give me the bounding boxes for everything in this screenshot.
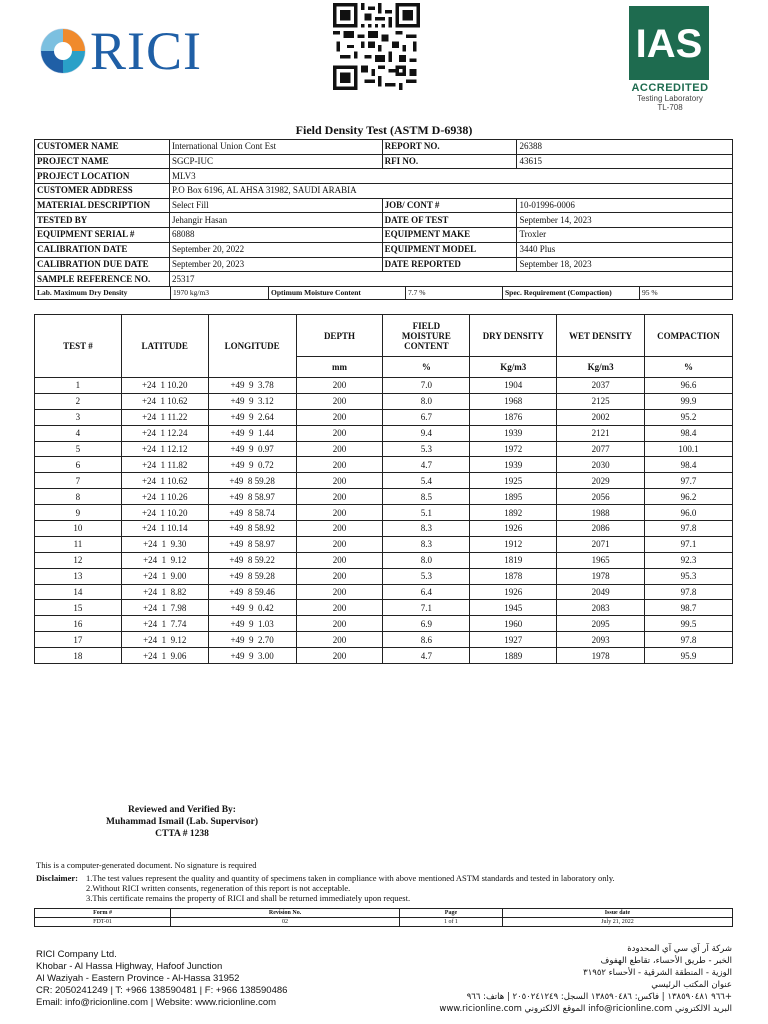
table-row [35,632,733,648]
cell-longitude: +49 9 3.00 [208,648,296,664]
footer-english [36,949,287,1009]
tested-by-value: Jehangir Hasan [169,213,382,228]
cell-latitude: +24 1 10.62 [121,473,208,489]
table-row [35,457,733,473]
form-info-table [34,908,733,927]
cell-depth: 200 [296,568,383,584]
cell-depth: 200 [296,425,383,441]
calibration-due-value: September 20, 2023 [169,257,382,272]
disclaimer-line: 2.Without RICI written consents, regeneration of this report is not acceptable. [86,883,351,893]
cell-test-no: 16 [35,616,122,632]
cell-compaction: 92.3 [645,552,733,568]
material-description-value: Select Fill [169,198,382,213]
ias-accreditation-badge [629,6,711,116]
footer-ar-line: شركة آر آي سي آي المحدودة [627,944,732,954]
reviewer-ctta: CTTA # 1238 [155,829,209,839]
cell-dry-density: 1878 [470,568,557,584]
cell-depth: 200 [296,616,383,632]
cell-wet-density: 1988 [557,505,645,521]
cell-test-no: 17 [35,632,122,648]
cell-longitude: +49 9 1.03 [208,616,296,632]
ias-lab-code: TL-708 [657,103,683,112]
cell-longitude: +49 8 58.92 [208,521,296,537]
col-test-header: TEST # [35,315,122,378]
density-spec-row [35,287,732,299]
cell-compaction: 99.9 [645,393,733,409]
cell-longitude: +49 9 2.70 [208,632,296,648]
cell-moisture: 6.7 [383,409,470,425]
job-cont-label: JOB/ CONT # [382,198,517,213]
equipment-serial-value: 68088 [169,228,382,243]
cell-dry-density: 1926 [470,521,557,537]
cell-longitude: +49 8 58.97 [208,489,296,505]
cell-moisture: 4.7 [383,457,470,473]
sample-ref-value: 25317 [169,272,732,287]
cell-compaction: 96.0 [645,505,733,521]
table-row [35,489,733,505]
cell-wet-density: 2083 [557,600,645,616]
cell-moisture: 5.4 [383,473,470,489]
col-compaction-header: COMPACTION [645,315,733,357]
results-body [35,378,733,664]
cell-depth: 200 [296,473,383,489]
qr-code-icon [331,3,422,90]
cell-moisture: 7.1 [383,600,470,616]
cell-wet-density: 2049 [557,584,645,600]
table-row [35,568,733,584]
cell-compaction: 98.4 [645,425,733,441]
cell-test-no: 8 [35,489,122,505]
cell-moisture: 6.9 [383,616,470,632]
results-table [34,314,733,664]
cell-longitude: +49 8 59.22 [208,552,296,568]
computer-generated-note: This is a computer-generated document. No signature is required [36,860,257,870]
cell-wet-density: 2056 [557,489,645,505]
equipment-make-value: Troxler [517,228,733,243]
lab-max-density-value: 1970 kg/m3 [171,287,269,299]
cell-latitude: +24 1 9.30 [121,536,208,552]
cell-latitude: +24 1 10.20 [121,378,208,394]
cell-latitude: +24 1 8.82 [121,584,208,600]
footer-address-line: Al Waziyah - Eastern Province - Al-Hassa 31952 [36,973,240,984]
cell-compaction: 95.9 [645,648,733,664]
cell-longitude: +49 8 59.46 [208,584,296,600]
cell-compaction: 97.7 [645,473,733,489]
material-description-label: MATERIAL DESCRIPTION [35,198,170,213]
unit-wet-density: Kg/m3 [557,357,645,378]
ias-logo: IAS [629,6,709,80]
table-row [35,616,733,632]
report-info-table [34,139,733,300]
form-no-label: Form # [35,909,171,918]
cell-latitude: +24 1 10.26 [121,489,208,505]
cell-wet-density: 2095 [557,616,645,632]
issue-date-label: Issue date [502,909,732,918]
cell-test-no: 18 [35,648,122,664]
cell-longitude: +49 8 59.28 [208,473,296,489]
footer-ar-line: الوزية - المنطقة الشرقية - الأحساء ٣١٩٥٢ [583,968,732,978]
cell-longitude: +49 9 3.78 [208,378,296,394]
report-no-label: REPORT NO. [382,140,517,155]
cell-longitude: +49 8 58.74 [208,505,296,521]
cell-depth: 200 [296,505,383,521]
project-location-value: MLV3 [169,169,732,184]
cell-moisture: 8.0 [383,552,470,568]
rfi-no-label: RFI NO. [382,154,517,169]
footer-email-website: Email: info@ricionline.com | Website: www.ricionline.com [36,997,277,1008]
cell-latitude: +24 1 12.24 [121,425,208,441]
cell-dry-density: 1889 [470,648,557,664]
cell-compaction: 95.3 [645,568,733,584]
company-logo [38,20,238,81]
review-heading: Reviewed and Verified By: [128,805,236,815]
cell-longitude: +49 8 58.97 [208,536,296,552]
cell-wet-density: 2037 [557,378,645,394]
cell-depth: 200 [296,521,383,537]
cell-dry-density: 1939 [470,457,557,473]
cell-dry-density: 1939 [470,425,557,441]
cell-depth: 200 [296,393,383,409]
cell-moisture: 8.3 [383,536,470,552]
rfi-no-value: 43615 [517,154,733,169]
cell-wet-density: 1978 [557,568,645,584]
cell-wet-density: 2086 [557,521,645,537]
cell-latitude: +24 1 9.00 [121,568,208,584]
cell-compaction: 95.2 [645,409,733,425]
cell-dry-density: 1876 [470,409,557,425]
cell-compaction: 97.8 [645,521,733,537]
cell-latitude: +24 1 10.14 [121,521,208,537]
cell-compaction: 97.1 [645,536,733,552]
issue-date-value: July 21, 2022 [502,918,732,927]
customer-name-label: CUSTOMER NAME [35,140,170,155]
cell-dry-density: 1972 [470,441,557,457]
disclaimer-label: Disclaimer: [36,873,79,883]
reviewer-name: Muhammad Ismail (Lab. Supervisor) [105,817,258,827]
footer-contact: CR: 2050241249 | T: +966 138590481 | F: +966 138590486 [36,985,288,996]
cell-dry-density: 1912 [470,536,557,552]
rici-logo-icon [38,26,88,76]
cell-latitude: +24 1 7.74 [121,616,208,632]
cell-dry-density: 1895 [470,489,557,505]
cell-wet-density: 2093 [557,632,645,648]
cell-depth: 200 [296,378,383,394]
spec-requirement-value: 95 % [642,288,658,298]
cell-compaction: 96.6 [645,378,733,394]
cell-test-no: 12 [35,552,122,568]
cell-latitude: +24 1 10.62 [121,393,208,409]
review-block [60,804,304,840]
unit-dry-density: Kg/m3 [470,357,557,378]
unit-moisture: % [383,357,470,378]
form-no-value: FDT-01 [35,918,171,927]
calibration-date-value: September 20, 2022 [169,242,382,257]
table-row [35,425,733,441]
cell-depth: 200 [296,489,383,505]
cell-wet-density: 2121 [557,425,645,441]
col-latitude-header: LATITUDE [121,315,208,378]
tested-by-label: TESTED BY [35,213,170,228]
date-reported-value: September 18, 2023 [517,257,733,272]
cell-latitude: +24 1 7.98 [121,600,208,616]
footer-ar-line: الخبر - طريق الأحساء، تقاطع الهفوف [600,956,732,966]
equipment-serial-label: EQUIPMENT SERIAL # [35,228,170,243]
job-cont-value: 10-01996-0006 [517,198,733,213]
cell-moisture: 7.0 [383,378,470,394]
cell-test-no: 13 [35,568,122,584]
col-longitude-header: LONGITUDE [208,315,296,378]
revision-no-label: Revision No. [171,909,400,918]
cell-test-no: 1 [35,378,122,394]
table-row [35,378,733,394]
footer-address-line: Khobar - Al Hassa Highway, Hafoof Junction [36,961,223,972]
ias-accredited-text: ACCREDITED [631,82,709,94]
cell-test-no: 9 [35,505,122,521]
table-row [35,441,733,457]
cell-compaction: 97.8 [645,632,733,648]
cell-test-no: 6 [35,457,122,473]
cell-test-no: 11 [35,536,122,552]
cell-latitude: +24 1 11.82 [121,457,208,473]
cell-test-no: 2 [35,393,122,409]
cell-latitude: +24 1 12.12 [121,441,208,457]
cell-depth: 200 [296,441,383,457]
cell-depth: 200 [296,600,383,616]
cell-moisture: 8.3 [383,521,470,537]
cell-depth: 200 [296,648,383,664]
ias-lab-type: Testing Laboratory [637,94,703,103]
omc-value: 7.7 % [406,287,503,299]
report-no-value: 26388 [517,140,733,155]
company-logo-text: RICI [90,21,202,81]
cell-dry-density: 1968 [470,393,557,409]
cell-dry-density: 1926 [470,584,557,600]
cell-test-no: 3 [35,409,122,425]
lab-max-density-label: Lab. Maximum Dry Density [35,287,171,299]
col-moisture-header: FIELD MOISTURE CONTENT [383,315,470,357]
customer-address-label: CUSTOMER ADDRESS [35,184,170,199]
calibration-due-label: CALIBRATION DUE DATE [35,257,170,272]
cell-longitude: +49 9 0.72 [208,457,296,473]
col-wet-density-header: WET DENSITY [557,315,645,357]
revision-no-value: 02 [171,918,400,927]
table-row [35,552,733,568]
table-row [35,648,733,664]
footer-ar-line: +٩٦٦ ١٣٨٥٩٠٤٨١ | فاكس: ١٣٨٥٩٠٤٨٦ السجل: ٢٠٥٠٢٤١٢٤٩ | هاتف: ٩٦٦ [466,992,732,1002]
cell-dry-density: 1960 [470,616,557,632]
table-row [35,473,733,489]
table-row [35,505,733,521]
cell-longitude: +49 9 2.64 [208,409,296,425]
equipment-make-label: EQUIPMENT MAKE [382,228,517,243]
cell-wet-density: 2030 [557,457,645,473]
disclaimer-block [36,873,736,907]
cell-wet-density: 1978 [557,648,645,664]
disclaimer-line: 1.The test values represent the quality and quantity of specimens taken in compliance with above mentioned ASTM standards and tested in laboratory only. [86,873,615,883]
project-name-value: SGCP-IUC [169,154,382,169]
sample-ref-label: SAMPLE REFERENCE NO. [35,272,170,287]
cell-moisture: 8.0 [383,393,470,409]
date-of-test-value: September 14, 2023 [517,213,733,228]
cell-moisture: 5.3 [383,441,470,457]
cell-dry-density: 1892 [470,505,557,521]
col-dry-density-header: DRY DENSITY [470,315,557,357]
cell-moisture: 6.4 [383,584,470,600]
table-row [35,393,733,409]
col-depth-header: DEPTH [296,315,383,357]
cell-depth: 200 [296,584,383,600]
page-value: 1 of 1 [399,918,502,927]
cell-latitude: +24 1 11.22 [121,409,208,425]
customer-address-value: P.O Box 6196, AL AHSA 31982, SAUDI ARABIA [169,184,732,199]
cell-compaction: 99.5 [645,616,733,632]
page-label: Page [399,909,502,918]
cell-depth: 200 [296,552,383,568]
unit-compaction: % [645,357,733,378]
cell-compaction: 97.8 [645,584,733,600]
date-of-test-label: DATE OF TEST [382,213,517,228]
spec-requirement-label: Spec. Requirement (Compaction) [503,287,640,299]
cell-moisture: 5.1 [383,505,470,521]
cell-test-no: 14 [35,584,122,600]
table-row [35,584,733,600]
cell-longitude: +49 8 59.28 [208,568,296,584]
project-location-label: PROJECT LOCATION [35,169,170,184]
cell-wet-density: 2125 [557,393,645,409]
equipment-model-label: EQUIPMENT MODEL [382,242,517,257]
cell-depth: 200 [296,409,383,425]
cell-latitude: +24 1 9.12 [121,632,208,648]
cell-test-no: 5 [35,441,122,457]
cell-test-no: 10 [35,521,122,537]
cell-dry-density: 1819 [470,552,557,568]
cell-moisture: 5.3 [383,568,470,584]
cell-compaction: 100.1 [645,441,733,457]
cell-depth: 200 [296,632,383,648]
cell-moisture: 9.4 [383,425,470,441]
cell-test-no: 15 [35,600,122,616]
cell-wet-density: 1965 [557,552,645,568]
document-title: Field Density Test (ASTM D-6938) [295,123,473,137]
cell-dry-density: 1904 [470,378,557,394]
table-row [35,600,733,616]
cell-test-no: 4 [35,425,122,441]
cell-longitude: +49 9 3.12 [208,393,296,409]
footer-company: RICI Company Ltd. [36,949,117,960]
cell-wet-density: 2077 [557,441,645,457]
project-name-label: PROJECT NAME [35,154,170,169]
footer-ar-line: البريد الالكتروني info@ricionline.com الموقع الالكتروني www.ricionline.com [439,1004,732,1014]
table-row [35,409,733,425]
table-row [35,536,733,552]
cell-moisture: 4.7 [383,648,470,664]
omc-label: Optimum Moisture Content [269,287,406,299]
cell-latitude: +24 1 10.20 [121,505,208,521]
footer-ar-line: عنوان المكتب الرئيسي [651,980,732,990]
cell-longitude: +49 9 0.42 [208,600,296,616]
cell-wet-density: 2002 [557,409,645,425]
cell-wet-density: 2029 [557,473,645,489]
cell-depth: 200 [296,457,383,473]
footer-arabic [439,943,732,1015]
cell-moisture: 8.5 [383,489,470,505]
cell-latitude: +24 1 9.06 [121,648,208,664]
cell-latitude: +24 1 9.12 [121,552,208,568]
cell-longitude: +49 9 0.97 [208,441,296,457]
cell-dry-density: 1945 [470,600,557,616]
cell-wet-density: 2071 [557,536,645,552]
cell-test-no: 7 [35,473,122,489]
cell-compaction: 98.7 [645,600,733,616]
table-row [35,521,733,537]
cell-dry-density: 1925 [470,473,557,489]
cell-depth: 200 [296,536,383,552]
calibration-date-label: CALIBRATION DATE [35,242,170,257]
cell-moisture: 8.6 [383,632,470,648]
cell-compaction: 98.4 [645,457,733,473]
cell-longitude: +49 9 1.44 [208,425,296,441]
cell-compaction: 96.2 [645,489,733,505]
unit-depth: mm [296,357,383,378]
date-reported-label: DATE REPORTED [382,257,517,272]
cell-dry-density: 1927 [470,632,557,648]
equipment-model-value: 3440 Plus [517,242,733,257]
customer-name-value: International Union Cont Est [169,140,382,155]
disclaimer-line: 3.This certificate remains the property of RICI and shall be returned immediately upon request. [86,893,411,903]
